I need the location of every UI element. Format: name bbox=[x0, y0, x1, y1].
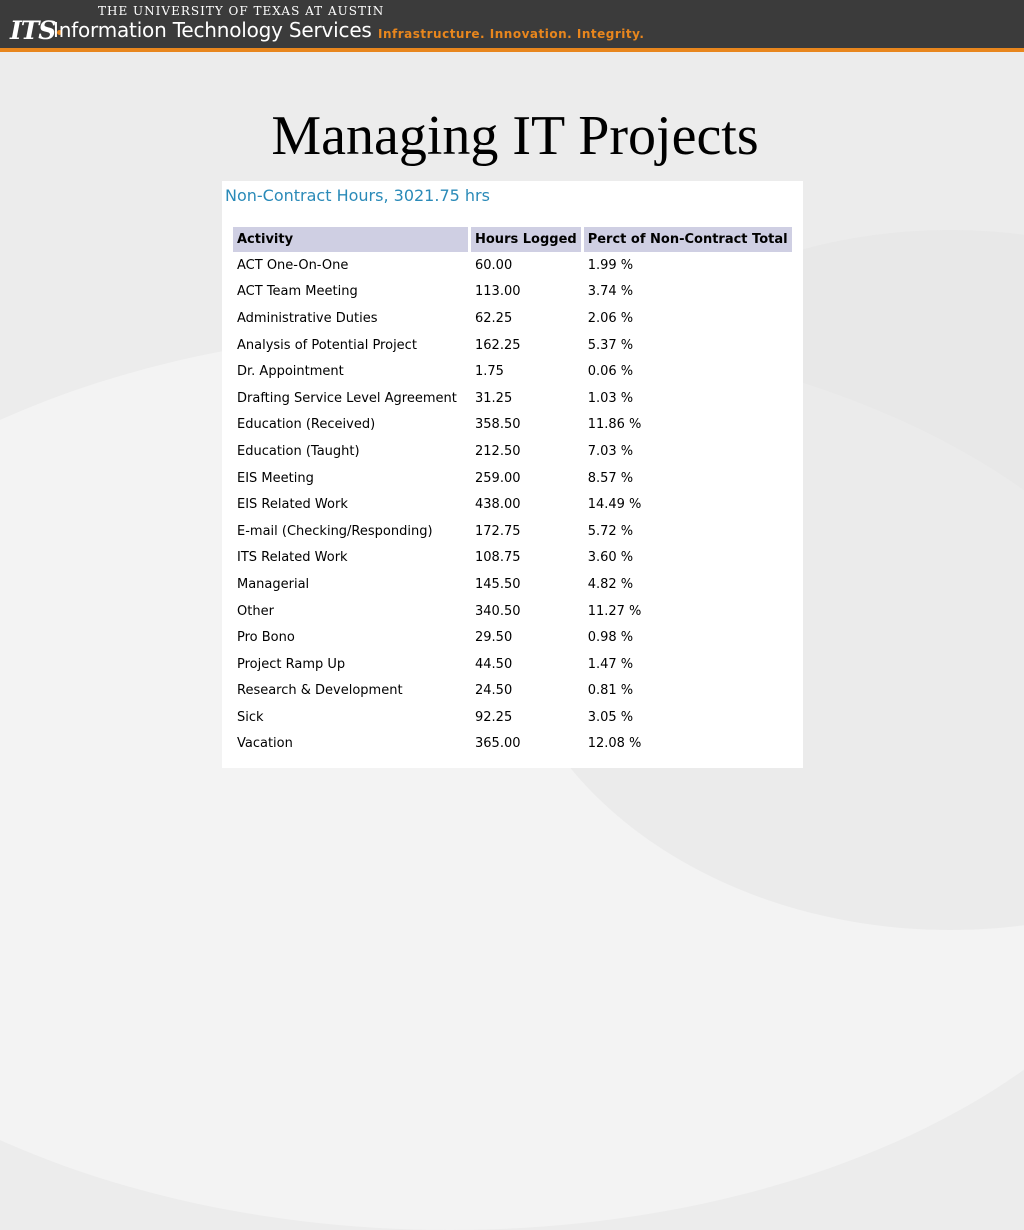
cell-hours: 1.75 bbox=[475, 364, 504, 380]
cell-percent: 5.37 % bbox=[587, 337, 634, 353]
cell-percent: 11.27 % bbox=[587, 603, 642, 619]
cell-activity: Education (Received) bbox=[237, 417, 376, 433]
column-header-percent: Perct of Non-Contract Total bbox=[584, 227, 792, 252]
cell-percent: 12.08 % bbox=[587, 736, 642, 752]
table-row bbox=[233, 651, 792, 678]
cell-activity: Other bbox=[237, 603, 274, 619]
cell-hours: 92.25 bbox=[475, 709, 513, 725]
cell-hours: 31.25 bbox=[475, 390, 513, 406]
table-row bbox=[233, 465, 792, 492]
cell-hours: 44.50 bbox=[475, 656, 513, 672]
cell-activity: Education (Taught) bbox=[237, 443, 360, 459]
tagline: Infrastructure. Innovation. Integrity. bbox=[378, 27, 645, 41]
cell-percent: 14.49 % bbox=[587, 497, 642, 513]
table-row bbox=[233, 731, 792, 758]
table-row bbox=[233, 412, 792, 439]
cell-hours: 259.00 bbox=[475, 470, 521, 486]
cell-percent: 0.81 % bbox=[587, 683, 634, 699]
cell-hours: 113.00 bbox=[475, 284, 521, 300]
cell-percent: 0.06 % bbox=[587, 364, 634, 380]
cell-hours: 162.25 bbox=[475, 337, 521, 353]
table-row bbox=[233, 332, 792, 359]
cell-activity: ACT One-On-One bbox=[237, 257, 349, 273]
table-row bbox=[233, 491, 792, 518]
cell-activity: Dr. Appointment bbox=[237, 364, 344, 380]
cell-hours: 340.50 bbox=[475, 603, 521, 619]
table-row bbox=[233, 571, 792, 598]
cell-hours: 29.50 bbox=[475, 630, 513, 646]
cell-hours: 172.75 bbox=[475, 523, 521, 539]
cell-activity: EIS Meeting bbox=[237, 470, 314, 486]
cell-activity: Drafting Service Level Agreement bbox=[237, 390, 457, 406]
table-row bbox=[233, 598, 792, 625]
cell-percent: 1.03 % bbox=[587, 390, 634, 406]
hours-table bbox=[230, 227, 795, 757]
cell-activity: Pro Bono bbox=[237, 630, 295, 646]
its-logo-text: ITS bbox=[10, 16, 56, 45]
cell-percent: 8.57 % bbox=[587, 470, 634, 486]
table-row bbox=[233, 678, 792, 705]
cell-activity: E-mail (Checking/Responding) bbox=[237, 523, 433, 539]
report-panel bbox=[222, 181, 803, 768]
cell-hours: 108.75 bbox=[475, 550, 521, 566]
table-row bbox=[233, 305, 792, 332]
cell-percent: 3.60 % bbox=[587, 550, 634, 566]
cell-activity: ITS Related Work bbox=[237, 550, 348, 566]
cell-activity: Analysis of Potential Project bbox=[237, 337, 417, 353]
cell-percent: 7.03 % bbox=[587, 443, 634, 459]
table-row bbox=[233, 252, 792, 279]
cell-hours: 60.00 bbox=[475, 257, 513, 273]
table-row bbox=[233, 518, 792, 545]
cell-hours: 62.25 bbox=[475, 310, 513, 326]
slide-title: Managing IT Projects bbox=[271, 105, 759, 167]
report-title: Non-Contract Hours, 3021.75 hrs bbox=[225, 186, 490, 205]
department-name: Information Technology Services bbox=[53, 18, 372, 42]
cell-percent: 5.72 % bbox=[587, 523, 634, 539]
table-row bbox=[233, 704, 792, 731]
table-row bbox=[233, 385, 792, 412]
cell-percent: 0.98 % bbox=[587, 630, 634, 646]
university-name: THE UNIVERSITY OF TEXAS AT AUSTIN bbox=[98, 4, 385, 18]
cell-activity: Research & Development bbox=[237, 683, 403, 699]
table-row bbox=[233, 358, 792, 385]
cell-hours: 365.00 bbox=[475, 736, 521, 752]
cell-activity: ACT Team Meeting bbox=[237, 284, 358, 300]
table-row bbox=[233, 545, 792, 572]
cell-percent: 2.06 % bbox=[587, 310, 634, 326]
cell-percent: 11.86 % bbox=[587, 417, 642, 433]
table-row bbox=[233, 624, 792, 651]
cell-percent: 4.82 % bbox=[587, 576, 634, 592]
table-header-row bbox=[233, 227, 792, 252]
header-banner bbox=[0, 0, 1024, 52]
table-row bbox=[233, 279, 792, 306]
table-row bbox=[233, 438, 792, 465]
cell-activity: Vacation bbox=[237, 736, 293, 752]
column-header-activity: Activity bbox=[233, 227, 468, 252]
cell-activity: Managerial bbox=[237, 576, 310, 592]
cell-hours: 212.50 bbox=[475, 443, 521, 459]
cell-percent: 3.74 % bbox=[587, 284, 634, 300]
cell-hours: 24.50 bbox=[475, 683, 513, 699]
column-header-hours: Hours Logged bbox=[471, 227, 581, 252]
cell-activity: EIS Related Work bbox=[237, 497, 348, 513]
cell-activity: Project Ramp Up bbox=[237, 656, 346, 672]
cell-hours: 358.50 bbox=[475, 417, 521, 433]
cell-percent: 1.47 % bbox=[587, 656, 634, 672]
cell-activity: Administrative Duties bbox=[237, 310, 378, 326]
cell-hours: 145.50 bbox=[475, 576, 521, 592]
cell-hours: 438.00 bbox=[475, 497, 521, 513]
cell-percent: 1.99 % bbox=[587, 257, 634, 273]
cell-percent: 3.05 % bbox=[587, 709, 634, 725]
cell-activity: Sick bbox=[237, 709, 264, 725]
